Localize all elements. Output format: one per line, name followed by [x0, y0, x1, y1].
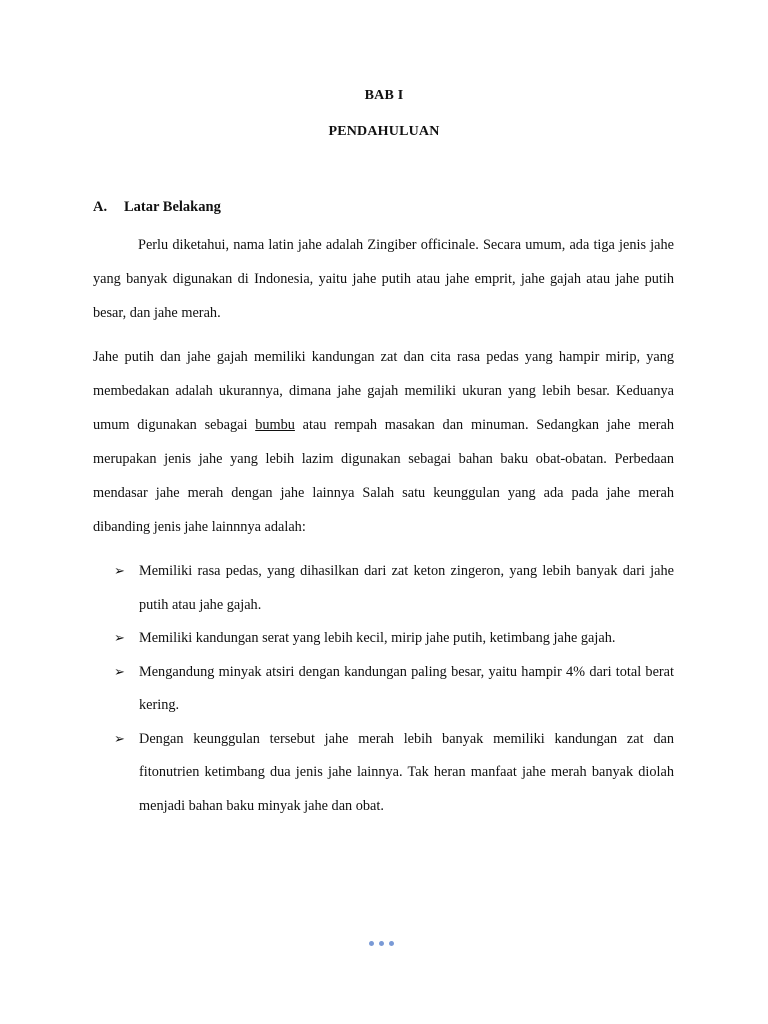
list-item	[93, 555, 674, 622]
paragraph-intro: Perlu diketahui, nama latin jahe adalah Zingiber officinale. Secara umum, ada tiga jenis jahe yang banyak digunakan di Indonesia, yaitu jahe putih atau jahe emprit, jahe gajah atau jahe putih besar, dan jahe merah.	[93, 237, 674, 321]
bumbu-link[interactable]: bumbu	[255, 417, 295, 433]
dot	[369, 941, 374, 946]
arrow-bullet-icon: ➢	[114, 564, 125, 579]
arrow-bullet-icon: ➢	[114, 731, 125, 747]
paragraph-comparison	[93, 340, 674, 544]
chapter-title: BAB I	[364, 88, 404, 103]
section-heading	[93, 199, 221, 216]
ellipsis-icon[interactable]	[369, 941, 399, 947]
paragraph-text: Jahe putih dan jahe gajah memiliki kandungan zat dan cita rasa pedas yang hampir mirip, yang membedakan adalah ukurannya, dimana jahe gajah memiliki ukuran yang lebih besar. Keduanya umum digunakan sebagai	[93, 349, 674, 433]
arrow-bullet-icon: ➢	[114, 664, 125, 680]
section-number: A.	[93, 199, 108, 215]
list-item-text: Mengandung minyak atsiri dengan kandungan paling besar, yaitu hampir 4% dari total berat kering.	[139, 663, 674, 713]
list-item-text: Memiliki rasa pedas, yang dihasilkan dari zat keton zingeron, yang lebih banyak dari jahe putih atau jahe gajah.	[139, 563, 674, 613]
list-item	[93, 622, 674, 656]
arrow-bullet-icon: ➢	[114, 631, 125, 646]
paragraph-text: atau rempah masakan dan minuman. Sedangkan jahe merah merupakan jenis jahe yang lebih lazim digunakan sebagai bahan baku obat-obatan. Perbedaan mendasar jahe merah dengan jahe lainnya Salah satu keunggulan yang ada pada jahe merah dibanding jenis jahe lainnnya adalah:	[93, 417, 675, 535]
dot	[389, 941, 394, 946]
list-item	[93, 723, 674, 824]
chapter-subtitle: PENDAHULUAN	[328, 124, 440, 139]
dot	[379, 941, 384, 946]
list-item	[93, 656, 674, 723]
list-item-text: Dengan keunggulan tersebut jahe merah lebih banyak memiliki kandungan zat dan fitonutrien ketimbang dua jenis jahe lainnya. Tak heran manfaat jahe merah banyak diolah menjadi bahan baku minyak jahe dan obat.	[139, 730, 674, 814]
list-item-text: Memiliki kandungan serat yang lebih kecil, mirip jahe putih, ketimbang jahe gajah.	[139, 630, 616, 646]
section-title: Latar Belakang	[124, 199, 221, 215]
advantages-list	[93, 555, 674, 823]
